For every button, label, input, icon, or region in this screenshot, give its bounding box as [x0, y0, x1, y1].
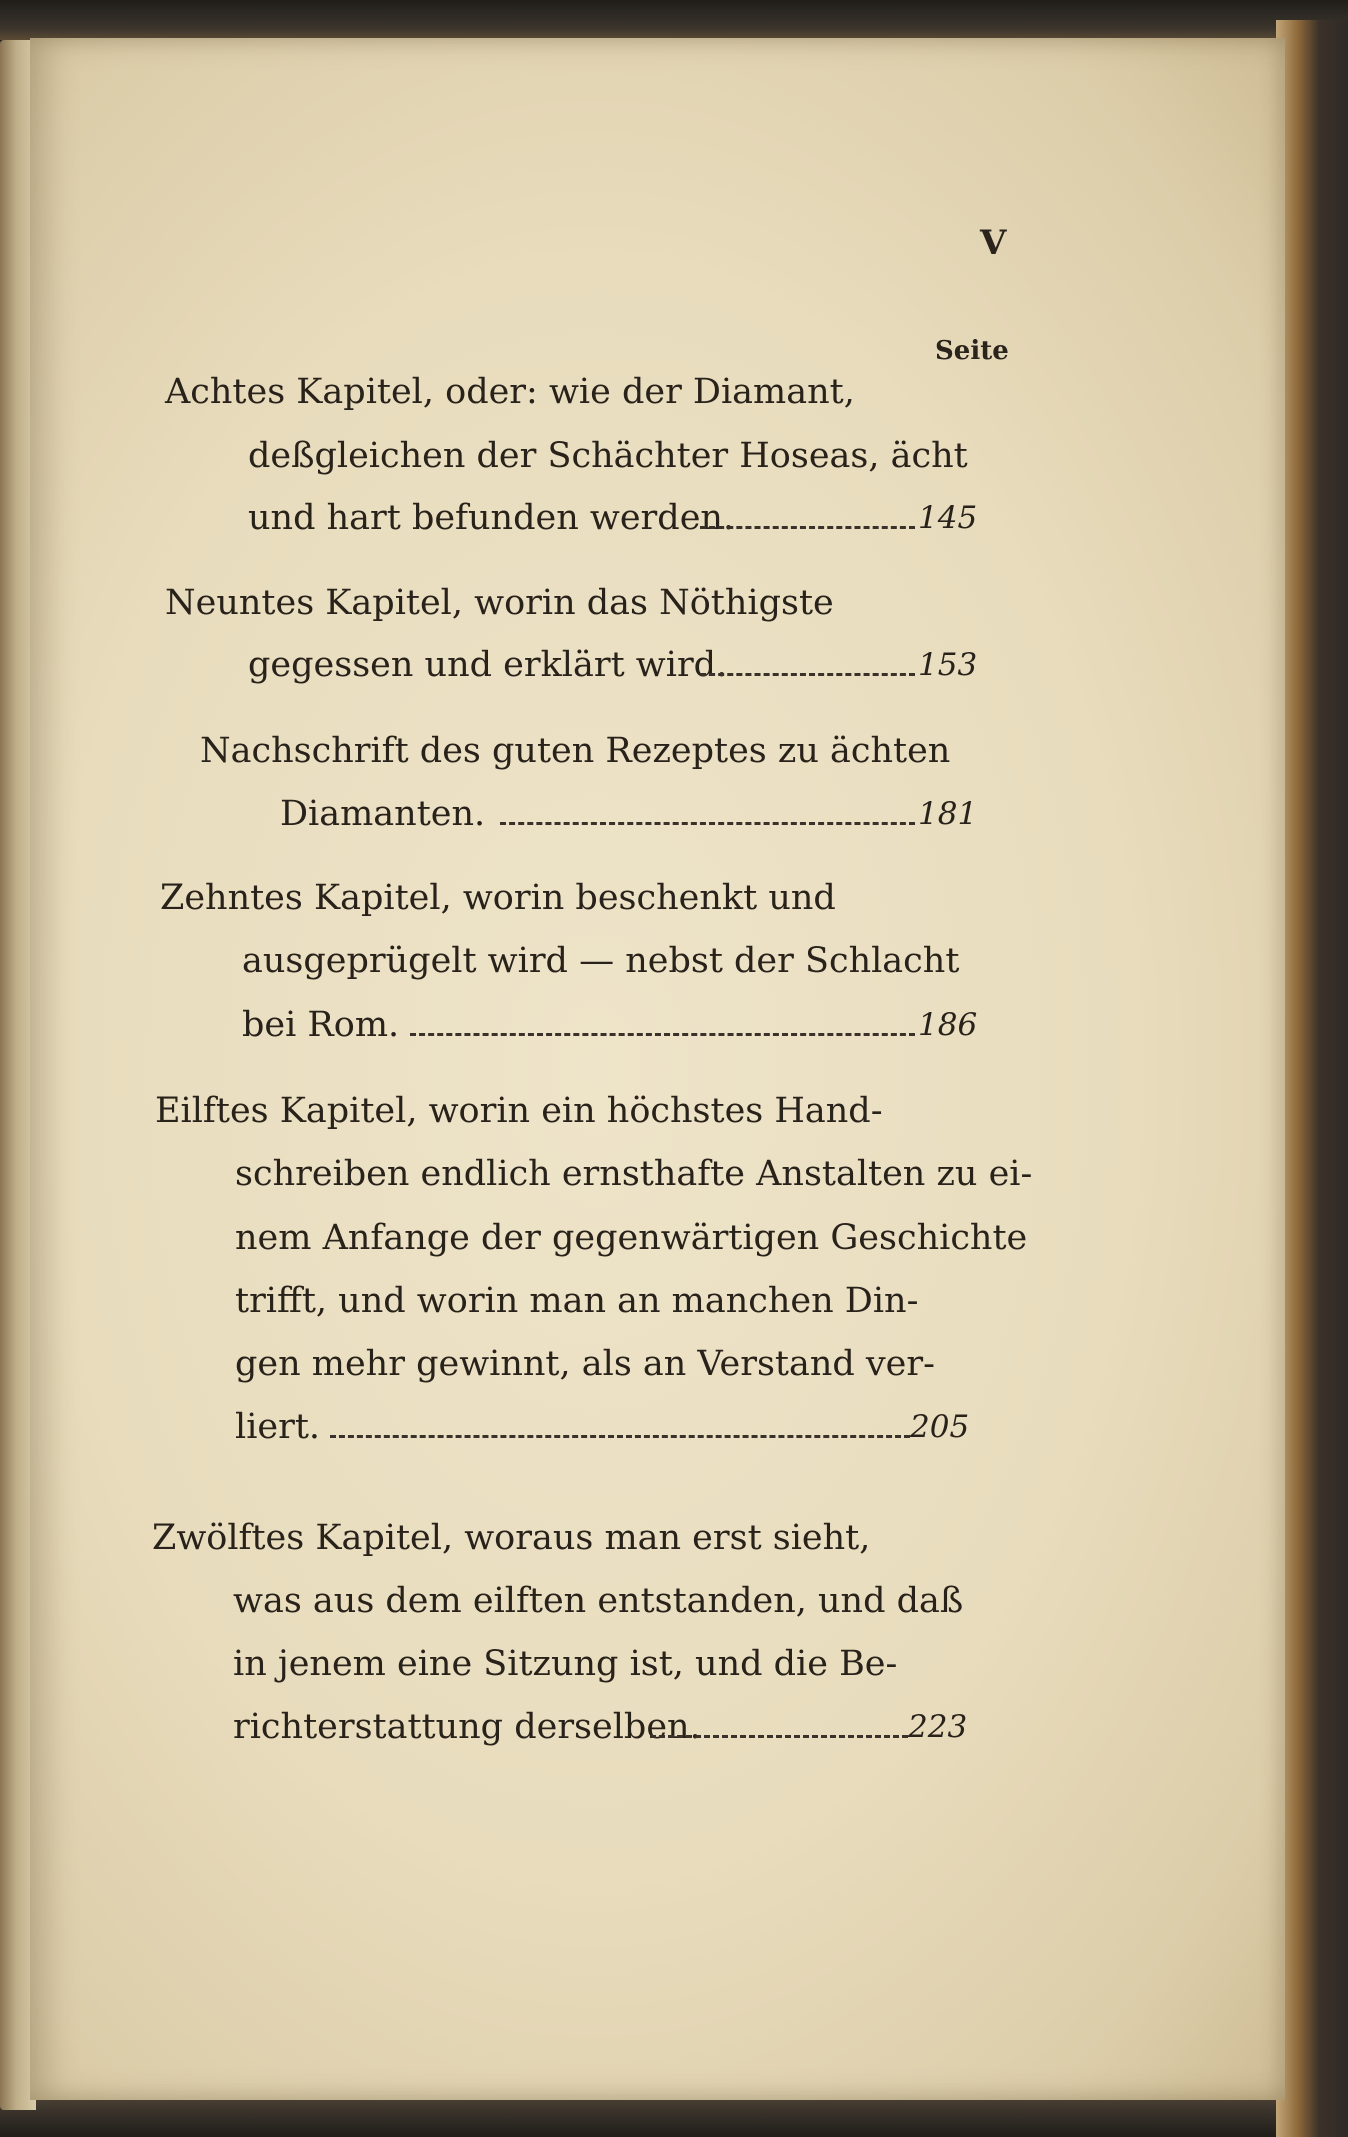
toc-entry-line: Neuntes Kapitel, worin das Nöthigste — [165, 583, 834, 623]
page-column-label: Seite — [935, 336, 1009, 366]
toc-entry-line: gegessen und erklärt wird. — [248, 645, 728, 685]
toc-page-number: 223 — [908, 1709, 968, 1745]
toc-entry-line: Nachschrift des guten Rezeptes zu ächten — [200, 731, 951, 771]
toc-entry-line: Zwölftes Kapitel, woraus man erst sieht, — [152, 1518, 871, 1558]
book-cover-bottom — [0, 2099, 1348, 2137]
toc-entry-line: und hart befunden werden. — [248, 498, 735, 538]
toc-entry-line: Eilftes Kapitel, worin ein höchstes Hand- — [155, 1091, 883, 1131]
leader-dots — [650, 1735, 908, 1738]
toc-entry-line: schreiben endlich ernsthafte Anstalten zu ei- — [235, 1154, 1033, 1194]
toc-page-number: 181 — [918, 796, 978, 832]
toc-entry-line: nem Anfange der gegenwärtigen Geschichte — [235, 1218, 1028, 1258]
leader-dots — [410, 1033, 915, 1036]
book-page — [30, 38, 1285, 2100]
leader-dots — [700, 673, 915, 676]
leader-dots — [500, 822, 915, 825]
toc-entry-line: in jenem eine Sitzung ist, und die Be- — [233, 1644, 898, 1684]
page-number: V — [980, 223, 1008, 263]
leader-dots — [700, 526, 915, 529]
toc-page-number: 153 — [918, 647, 978, 683]
toc-entry-line: richterstattung derselben. — [233, 1707, 701, 1747]
toc-entry-line: Achtes Kapitel, oder: wie der Diamant, — [165, 372, 855, 412]
book-cover-right — [1276, 20, 1348, 2137]
toc-page-number: 186 — [918, 1007, 978, 1043]
toc-entry-line: gen mehr gewinnt, als an Verstand ver- — [235, 1344, 935, 1384]
toc-entry-line: deßgleichen der Schächter Hoseas, ächt — [248, 436, 968, 476]
toc-entry-line: bei Rom. — [242, 1005, 400, 1045]
toc-page-number: 145 — [918, 500, 978, 536]
table-of-contents — [30, 38, 1285, 2100]
toc-entry-line: was aus dem eilften entstanden, und daß — [233, 1581, 964, 1621]
toc-entry-line: Diamanten. — [280, 794, 486, 834]
toc-entry-line: liert. — [235, 1407, 321, 1447]
toc-entry-line: trifft, und worin man an manchen Din- — [235, 1281, 919, 1321]
leader-dots — [330, 1435, 910, 1438]
toc-entry-line: ausgeprügelt wird — nebst der Schlacht — [242, 941, 960, 981]
toc-entry-line: Zehntes Kapitel, worin beschenkt und — [160, 878, 836, 918]
toc-page-number: 205 — [910, 1409, 970, 1445]
book-cover-top — [0, 0, 1348, 40]
